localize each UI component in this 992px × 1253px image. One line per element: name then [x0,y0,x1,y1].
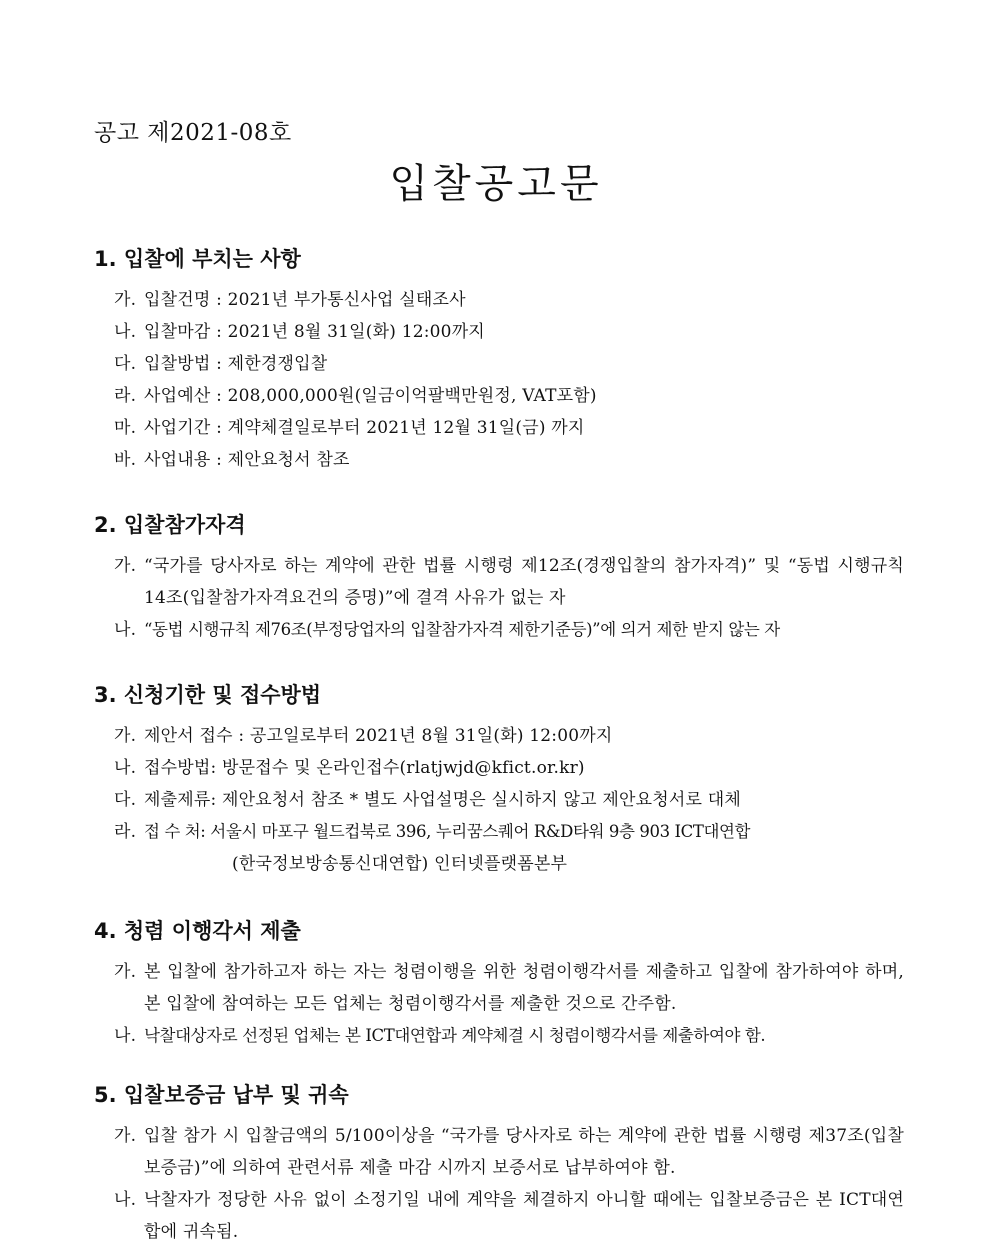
item-text: 입찰건명 : 2021년 부가통신사업 실태조사 [144,290,466,310]
section-heading: 3. 신청기한 및 접수방법 [94,683,322,707]
item-marker: 마. [114,418,137,438]
section-heading: 2. 입찰참가자격 [94,513,246,537]
notice-number: 공고 제2021-08호 [94,120,292,146]
section-bidding-matters [94,244,904,476]
item-marker: 가. [114,726,137,746]
item-text: 본 입찰에 참가하고자 하는 자는 청렴이행을 위한 청렴이행각서를 제출하고 입찰에 참가하여야 하며, 본 입찰에 참여하는 모든 업체는 청렴이행각서를 제출한 것으로 간주함. [144,962,904,1014]
list-item [94,720,904,752]
list-item [94,316,904,348]
item-marker: 가. [114,1126,137,1146]
section-heading: 5. 입찰보증금 납부 및 귀속 [94,1083,349,1107]
item-marker: 나. [114,620,137,640]
item-text: 접수방법: 방문접수 및 온라인접수(rlatjwjd@kfict.or.kr) [144,758,585,778]
page-title: 입찰공고문 [389,161,603,207]
list-item [94,444,904,476]
item-text-continuation: (한국정보방송통신대연합) 인터넷플랫폼본부 [232,854,568,874]
section-integrity-pledge [94,916,904,1052]
section-application-method [94,680,904,880]
list-item [94,380,904,412]
item-text: 입찰마감 : 2021년 8월 31일(화) 12:00까지 [144,322,485,342]
list-item [94,550,904,614]
list-item [94,284,904,316]
item-text: 입찰 참가 시 입찰금액의 5/100이상을 “국가를 당사자로 하는 계약에 관한 법률 시행령 제37조(입찰보증금)”에 의하여 관련서류 제출 마감 시까지 보증서로 납부하여야 함. [144,1126,904,1178]
item-text: 사업예산 : 208,000,000원(일금이억팔백만원정, VAT포함) [144,386,597,406]
item-text: 사업내용 : 제안요청서 참조 [144,450,350,470]
item-text: “국가를 당사자로 하는 계약에 관한 법률 시행령 제12조(경쟁입찰의 참가자격)” 및 “동법 시행규칙14조(입찰참가자격요건의 증명)”에 결격 사유가 없는 자 [144,556,904,608]
list-item [94,816,904,880]
item-marker: 가. [114,962,137,982]
item-marker: 라. [114,822,137,842]
item-text: 낙찰자가 정당한 사유 없이 소정기일 내에 계약을 체결하지 아니할 때에는 입찰보증금은 본 ICT대연합에 귀속됨. [144,1190,904,1242]
item-marker: 나. [114,758,137,778]
list-item [94,752,904,784]
item-marker: 다. [114,354,137,374]
item-marker: 나. [114,1026,137,1046]
item-text: “동법 시행규칙 제76조(부정당업자의 입찰참가자격 제한기준등)”에 의거 제한 받지 않는 자 [144,620,780,639]
item-marker: 가. [114,290,137,310]
list-item [94,348,904,380]
item-text: 접 수 처: 서울시 마포구 월드컵북로 396, 누리꿈스퀘어 R&D타워 9층 903 ICT대연합 [144,822,751,841]
item-text: 제안서 접수 : 공고일로부터 2021년 8월 31일(화) 12:00까지 [144,726,613,746]
section-heading: 4. 청렴 이행각서 제출 [94,919,301,943]
item-marker: 가. [114,556,137,576]
list-item [94,784,904,816]
item-text: 입찰방법 : 제한경쟁입찰 [144,354,328,374]
list-item [94,1120,904,1184]
item-text: 사업기간 : 계약체결일로부터 2021년 12월 31일(금) 까지 [144,418,585,438]
section-heading: 1. 입찰에 부치는 사항 [94,247,301,271]
list-item [94,1020,904,1052]
list-item [94,1184,904,1248]
list-item [94,956,904,1020]
section-bid-bond [94,1080,904,1248]
item-marker: 나. [114,322,137,342]
item-marker: 다. [114,790,137,810]
item-text: 제출제류: 제안요청서 참조 * 별도 사업설명은 실시하지 않고 제안요청서로 대체 [144,790,741,810]
section-eligibility [94,510,904,646]
list-item [94,412,904,444]
item-marker: 나. [114,1190,137,1210]
item-text: 낙찰대상자로 선정된 업체는 본 ICT대연합과 계약체결 시 청렴이행각서를 제출하여야 함. [144,1026,766,1045]
item-marker: 바. [114,450,137,470]
list-item [94,614,904,646]
item-marker: 라. [114,386,137,406]
